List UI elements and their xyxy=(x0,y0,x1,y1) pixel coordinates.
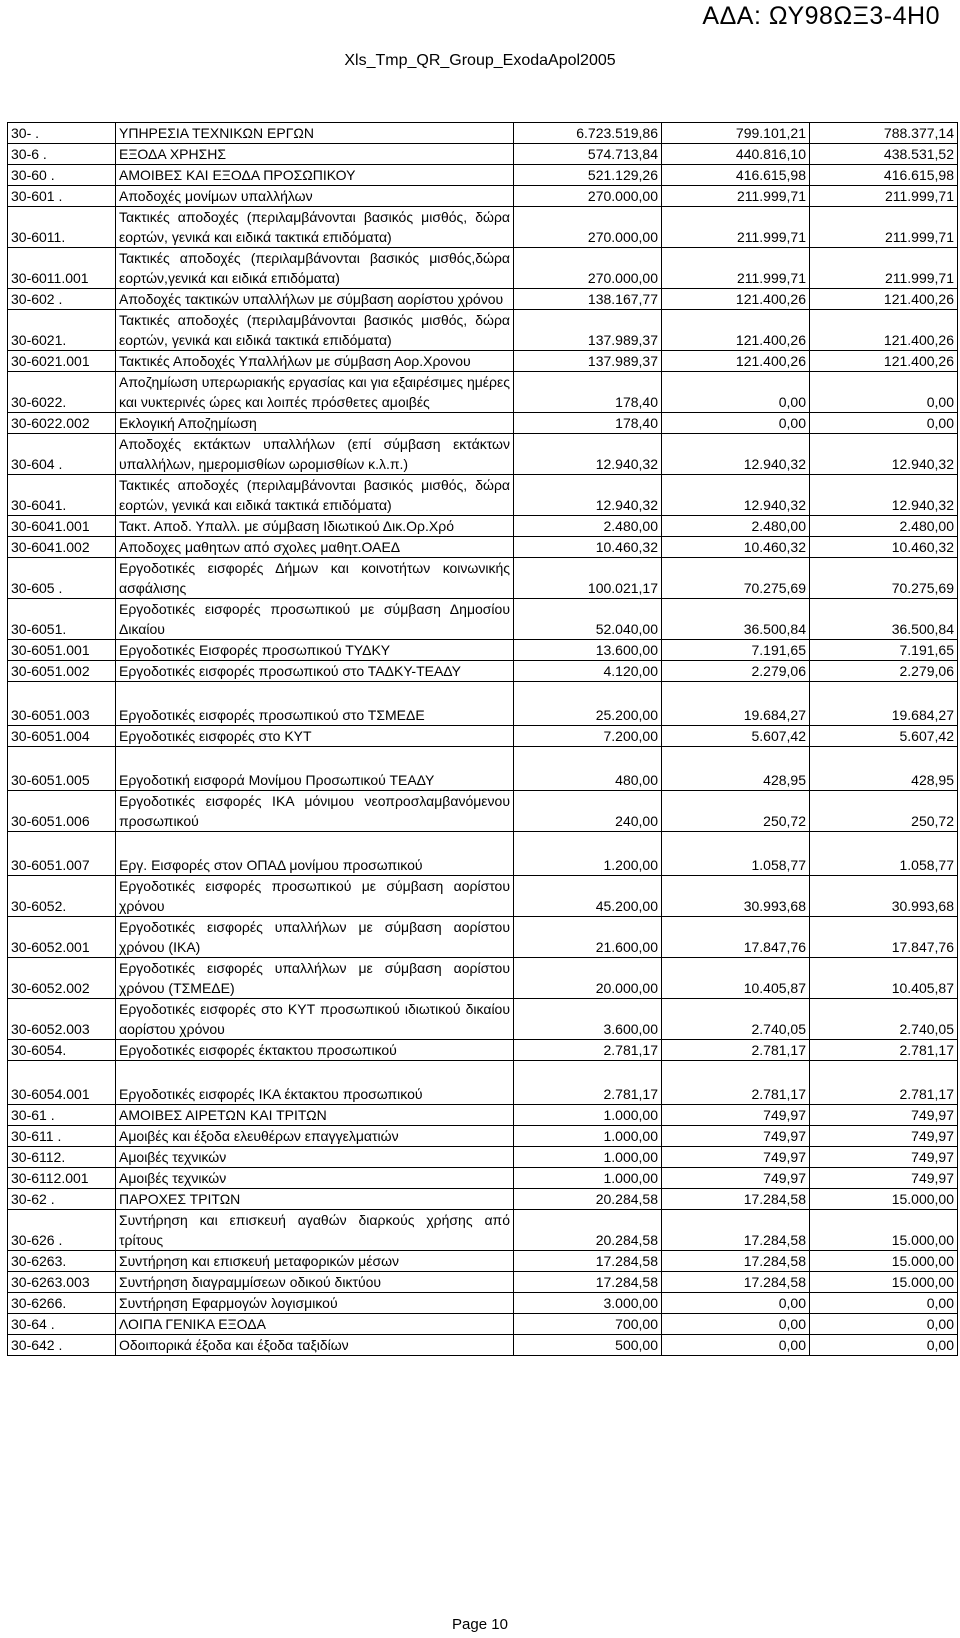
table-row xyxy=(8,372,958,413)
table-row xyxy=(8,144,958,165)
amount-3-cell: 749,97 xyxy=(810,1105,958,1126)
account-code-cell: 30-6011.001 xyxy=(8,248,116,289)
table-row xyxy=(8,1105,958,1126)
amount-2-cell: 121.400,26 xyxy=(662,289,810,310)
amount-3-cell: 250,72 xyxy=(810,791,958,832)
description-cell: Αμοιβές και έξοδα ελευθέρων επαγγελματιών xyxy=(116,1126,514,1147)
amount-2-cell: 749,97 xyxy=(662,1126,810,1147)
account-code-cell: 30-6022.002 xyxy=(8,413,116,434)
amount-3-cell: 5.607,42 xyxy=(810,726,958,747)
table-row xyxy=(8,1293,958,1314)
table-row xyxy=(8,310,958,351)
table-row xyxy=(8,351,958,372)
account-code-cell: 30-601 . xyxy=(8,186,116,207)
account-code-cell: 30-6054.001 xyxy=(8,1061,116,1105)
account-code-cell: 30- . xyxy=(8,123,116,144)
description-cell: Εργοδοτικές εισφορές ΙΚΑ έκτακτου προσωπικού xyxy=(116,1061,514,1105)
account-code-cell: 30-604 . xyxy=(8,434,116,475)
amount-1-cell: 480,00 xyxy=(514,747,662,791)
amount-2-cell: 0,00 xyxy=(662,1293,810,1314)
amount-2-cell: 17.284,58 xyxy=(662,1210,810,1251)
account-code-cell: 30-6054. xyxy=(8,1040,116,1061)
account-code-cell: 30-6266. xyxy=(8,1293,116,1314)
account-code-cell: 30-6051.006 xyxy=(8,791,116,832)
amount-2-cell: 36.500,84 xyxy=(662,599,810,640)
amount-1-cell: 12.940,32 xyxy=(514,434,662,475)
description-cell: Εργοδοτικές εισφορές Δήμων και κοινοτήτων κοινωνικής ασφάλισης xyxy=(116,558,514,599)
amount-3-cell: 12.940,32 xyxy=(810,475,958,516)
description-cell: Αμοιβές τεχνικών xyxy=(116,1147,514,1168)
amount-1-cell: 52.040,00 xyxy=(514,599,662,640)
account-code-cell: 30-6011. xyxy=(8,207,116,248)
amount-3-cell: 10.460,32 xyxy=(810,537,958,558)
amount-1-cell: 1.200,00 xyxy=(514,832,662,876)
account-code-cell: 30-6051. xyxy=(8,599,116,640)
amount-3-cell: 0,00 xyxy=(810,372,958,413)
amount-1-cell: 45.200,00 xyxy=(514,876,662,917)
amount-1-cell: 1.000,00 xyxy=(514,1147,662,1168)
amount-3-cell: 2.781,17 xyxy=(810,1061,958,1105)
description-cell: Εργοδοτική εισφορά Μονίμου Προσωπικού ΤΕΑΔΥ xyxy=(116,747,514,791)
amount-3-cell: 15.000,00 xyxy=(810,1272,958,1293)
account-code-cell: 30-642 . xyxy=(8,1335,116,1356)
table-row xyxy=(8,537,958,558)
amount-1-cell: 700,00 xyxy=(514,1314,662,1335)
amount-3-cell: 2.740,05 xyxy=(810,999,958,1040)
amount-1-cell: 100.021,17 xyxy=(514,558,662,599)
amount-2-cell: 749,97 xyxy=(662,1147,810,1168)
amount-3-cell: 15.000,00 xyxy=(810,1189,958,1210)
amount-3-cell: 438.531,52 xyxy=(810,144,958,165)
description-cell: Εργοδοτικές εισφορές προσωπικού στο ΤΑΔΚΥ-ΤΕΑΔΥ xyxy=(116,661,514,682)
amount-1-cell: 20.284,58 xyxy=(514,1189,662,1210)
table-row xyxy=(8,289,958,310)
amount-3-cell: 121.400,26 xyxy=(810,351,958,372)
description-cell: Αποδοχές τακτικών υπαλλήλων με σύμβαση αορίστου χρόνου xyxy=(116,289,514,310)
amount-2-cell: 211.999,71 xyxy=(662,248,810,289)
amount-1-cell: 137.989,37 xyxy=(514,310,662,351)
amount-2-cell: 10.460,32 xyxy=(662,537,810,558)
description-cell: Εργοδοτικές εισφορές προσωπικού με σύμβαση αορίστου χρόνου xyxy=(116,876,514,917)
amount-3-cell: 2.279,06 xyxy=(810,661,958,682)
amount-2-cell: 2.480,00 xyxy=(662,516,810,537)
amount-3-cell: 17.847,76 xyxy=(810,917,958,958)
account-code-cell: 30-6052. xyxy=(8,876,116,917)
amount-3-cell: 211.999,71 xyxy=(810,186,958,207)
amount-3-cell: 211.999,71 xyxy=(810,248,958,289)
description-cell: Εκλογική Αποζημίωση xyxy=(116,413,514,434)
amount-2-cell: 2.781,17 xyxy=(662,1040,810,1061)
description-cell: Αποδοχές εκτάκτων υπαλλήλων (επί σύμβαση εκτάκτων υπαλλήλων, ημερομισθίων ωρομισθίων κ.λ.π.) xyxy=(116,434,514,475)
account-code-cell: 30-62 . xyxy=(8,1189,116,1210)
description-cell: Τακτ. Αποδ. Υπαλλ. με σύμβαση Ιδιωτικού Δικ.Ορ.Χρό xyxy=(116,516,514,537)
amount-3-cell: 70.275,69 xyxy=(810,558,958,599)
description-cell: Εργοδοτικές εισφορές προσωπικού στο ΤΣΜΕΔΕ xyxy=(116,682,514,726)
table-row xyxy=(8,640,958,661)
amount-3-cell: 0,00 xyxy=(810,1293,958,1314)
expense-table xyxy=(7,122,958,1356)
account-code-cell: 30-6021. xyxy=(8,310,116,351)
amount-2-cell: 440.816,10 xyxy=(662,144,810,165)
description-cell: Εργοδοτικές εισφορές στο ΚΥΤ xyxy=(116,726,514,747)
amount-2-cell: 10.405,87 xyxy=(662,958,810,999)
amount-2-cell: 17.284,58 xyxy=(662,1251,810,1272)
account-code-cell: 30-6051.004 xyxy=(8,726,116,747)
table-row xyxy=(8,1040,958,1061)
amount-1-cell: 178,40 xyxy=(514,372,662,413)
description-cell: Συντήρηση διαγραμμίσεων οδικού δικτύου xyxy=(116,1272,514,1293)
amount-2-cell: 2.781,17 xyxy=(662,1061,810,1105)
amount-1-cell: 10.460,32 xyxy=(514,537,662,558)
description-cell: Τακτικές αποδοχές (περιλαμβάνονται βασικός μισθός,δώρα εορτών,γενικά και ειδικά επιδόματα) xyxy=(116,248,514,289)
amount-2-cell: 749,97 xyxy=(662,1168,810,1189)
amount-1-cell: 270.000,00 xyxy=(514,207,662,248)
amount-3-cell: 15.000,00 xyxy=(810,1251,958,1272)
table-row xyxy=(8,248,958,289)
description-cell: Αποδοχές μονίμων υπαλλήλων xyxy=(116,186,514,207)
amount-3-cell: 7.191,65 xyxy=(810,640,958,661)
amount-1-cell: 17.284,58 xyxy=(514,1272,662,1293)
table-row xyxy=(8,791,958,832)
amount-2-cell: 416.615,98 xyxy=(662,165,810,186)
account-code-cell: 30-6051.003 xyxy=(8,682,116,726)
account-code-cell: 30-605 . xyxy=(8,558,116,599)
amount-2-cell: 2.279,06 xyxy=(662,661,810,682)
description-cell: Τακτικές Αποδοχές Υπαλλήλων με σύμβαση Αορ.Χρονου xyxy=(116,351,514,372)
amount-3-cell: 2.480,00 xyxy=(810,516,958,537)
amount-3-cell: 15.000,00 xyxy=(810,1210,958,1251)
amount-2-cell: 17.847,76 xyxy=(662,917,810,958)
amount-3-cell: 749,97 xyxy=(810,1168,958,1189)
amount-2-cell: 19.684,27 xyxy=(662,682,810,726)
amount-1-cell: 3.000,00 xyxy=(514,1293,662,1314)
account-code-cell: 30-6263. xyxy=(8,1251,116,1272)
description-cell: Εργοδοτικές εισφορές υπαλλήλων με σύμβαση αορίστου χρόνου (ΙΚΑ) xyxy=(116,917,514,958)
amount-1-cell: 2.480,00 xyxy=(514,516,662,537)
table-row xyxy=(8,413,958,434)
account-code-cell: 30-6051.007 xyxy=(8,832,116,876)
amount-1-cell: 4.120,00 xyxy=(514,661,662,682)
description-cell: Εργοδοτικές εισφορές προσωπικού με σύμβαση Δημοσίου Δικαίου xyxy=(116,599,514,640)
amount-1-cell: 138.167,77 xyxy=(514,289,662,310)
table-row xyxy=(8,1189,958,1210)
amount-1-cell: 1.000,00 xyxy=(514,1105,662,1126)
amount-2-cell: 211.999,71 xyxy=(662,207,810,248)
table-row xyxy=(8,1126,958,1147)
account-code-cell: 30-6051.002 xyxy=(8,661,116,682)
table-row xyxy=(8,917,958,958)
amount-3-cell: 749,97 xyxy=(810,1147,958,1168)
ada-code: ΑΔΑ: ΩΥ98ΩΞ3-4Η0 xyxy=(702,2,940,30)
amount-2-cell: 121.400,26 xyxy=(662,310,810,351)
table-row xyxy=(8,1168,958,1189)
amount-2-cell: 749,97 xyxy=(662,1105,810,1126)
table-row xyxy=(8,1272,958,1293)
description-cell: Τακτικές αποδοχές (περιλαμβάνονται βασικός μισθός, δώρα εορτών, γενικά και ειδικά τακτικά επιδόματα) xyxy=(116,310,514,351)
amount-3-cell: 10.405,87 xyxy=(810,958,958,999)
account-code-cell: 30-6041.001 xyxy=(8,516,116,537)
table-row xyxy=(8,186,958,207)
account-code-cell: 30-6112.001 xyxy=(8,1168,116,1189)
amount-3-cell: 1.058,77 xyxy=(810,832,958,876)
amount-1-cell: 240,00 xyxy=(514,791,662,832)
account-code-cell: 30-6112. xyxy=(8,1147,116,1168)
table-row xyxy=(8,558,958,599)
description-cell: Εργοδοτικές Εισφορές προσωπικού ΤΥΔΚΥ xyxy=(116,640,514,661)
description-cell: Εργοδοτικές εισφορές στο ΚΥΤ προσωπικού ιδιωτικού δικαίου αορίστου χρόνου xyxy=(116,999,514,1040)
account-code-cell: 30-6022. xyxy=(8,372,116,413)
description-cell: Αμοιβές τεχνικών xyxy=(116,1168,514,1189)
account-code-cell: 30-6041.002 xyxy=(8,537,116,558)
amount-2-cell: 1.058,77 xyxy=(662,832,810,876)
description-cell: Συντήρηση και επισκευή μεταφορικών μέσων xyxy=(116,1251,514,1272)
account-code-cell: 30-6052.001 xyxy=(8,917,116,958)
amount-1-cell: 25.200,00 xyxy=(514,682,662,726)
amount-3-cell: 0,00 xyxy=(810,413,958,434)
amount-1-cell: 21.600,00 xyxy=(514,917,662,958)
account-code-cell: 30-6051.001 xyxy=(8,640,116,661)
account-code-cell: 30-64 . xyxy=(8,1314,116,1335)
table-row xyxy=(8,661,958,682)
amount-2-cell: 799.101,21 xyxy=(662,123,810,144)
amount-1-cell: 137.989,37 xyxy=(514,351,662,372)
amount-3-cell: 416.615,98 xyxy=(810,165,958,186)
table-row xyxy=(8,832,958,876)
description-cell: ΑΜΟΙΒΕΣ ΑΙΡΕΤΩΝ ΚΑΙ ΤΡΙΤΩΝ xyxy=(116,1105,514,1126)
amount-2-cell: 0,00 xyxy=(662,372,810,413)
description-cell: Εργοδοτικές εισφορές ΙΚΑ μόνιμου νεοπροσλαμβανόμενου προσωπικού xyxy=(116,791,514,832)
account-code-cell: 30-6 . xyxy=(8,144,116,165)
amount-2-cell: 0,00 xyxy=(662,413,810,434)
table-row xyxy=(8,123,958,144)
description-cell: Συντήρηση και επισκευή αγαθών διαρκούς χρήσης από τρίτους xyxy=(116,1210,514,1251)
table-row xyxy=(8,1335,958,1356)
amount-1-cell: 20.284,58 xyxy=(514,1210,662,1251)
account-code-cell: 30-6021.001 xyxy=(8,351,116,372)
account-code-cell: 30-626 . xyxy=(8,1210,116,1251)
amount-2-cell: 250,72 xyxy=(662,791,810,832)
table-row xyxy=(8,726,958,747)
amount-3-cell: 0,00 xyxy=(810,1335,958,1356)
amount-2-cell: 17.284,58 xyxy=(662,1189,810,1210)
amount-1-cell: 500,00 xyxy=(514,1335,662,1356)
amount-2-cell: 30.993,68 xyxy=(662,876,810,917)
amount-2-cell: 211.999,71 xyxy=(662,186,810,207)
amount-3-cell: 749,97 xyxy=(810,1126,958,1147)
account-code-cell: 30-6041. xyxy=(8,475,116,516)
amount-1-cell: 12.940,32 xyxy=(514,475,662,516)
account-code-cell: 30-6263.003 xyxy=(8,1272,116,1293)
report-title: Xls_Tmp_QR_Group_ExodaApol2005 xyxy=(344,52,616,69)
amount-2-cell: 70.275,69 xyxy=(662,558,810,599)
account-code-cell: 30-602 . xyxy=(8,289,116,310)
amount-1-cell: 17.284,58 xyxy=(514,1251,662,1272)
page-number: Page 10 xyxy=(452,1616,508,1633)
amount-1-cell: 7.200,00 xyxy=(514,726,662,747)
account-code-cell: 30-611 . xyxy=(8,1126,116,1147)
description-cell: Τακτικές αποδοχές (περιλαμβάνονται βασικός μισθός, δώρα εορτών, γενικά και ειδικά τακτικά επιδόματα) xyxy=(116,475,514,516)
description-cell: Οδοιπορικά έξοδα και έξοδα ταξιδίων xyxy=(116,1335,514,1356)
amount-1-cell: 574.713,84 xyxy=(514,144,662,165)
amount-1-cell: 1.000,00 xyxy=(514,1168,662,1189)
table-row xyxy=(8,599,958,640)
table-row xyxy=(8,165,958,186)
account-code-cell: 30-6052.002 xyxy=(8,958,116,999)
description-cell: Εργ. Εισφορές στον ΟΠΑΔ μονίμου προσωπικού xyxy=(116,832,514,876)
description-cell: ΥΠΗΡΕΣΙΑ ΤΕΧΝΙΚΩΝ ΕΡΓΩΝ xyxy=(116,123,514,144)
amount-2-cell: 121.400,26 xyxy=(662,351,810,372)
amount-2-cell: 0,00 xyxy=(662,1314,810,1335)
description-cell: Συντήρηση Εφαρμογών λογισμικού xyxy=(116,1293,514,1314)
table-row xyxy=(8,999,958,1040)
table-row xyxy=(8,1314,958,1335)
description-cell: Εργοδοτικές εισφορές έκτακτου προσωπικού xyxy=(116,1040,514,1061)
amount-3-cell: 2.781,17 xyxy=(810,1040,958,1061)
amount-1-cell: 270.000,00 xyxy=(514,186,662,207)
account-code-cell: 30-6051.005 xyxy=(8,747,116,791)
amount-2-cell: 12.940,32 xyxy=(662,475,810,516)
amount-3-cell: 211.999,71 xyxy=(810,207,958,248)
amount-2-cell: 5.607,42 xyxy=(662,726,810,747)
description-cell: Αποδοχες μαθητων από σχολες μαθητ.ΟΑΕΔ xyxy=(116,537,514,558)
table-row xyxy=(8,475,958,516)
amount-1-cell: 2.781,17 xyxy=(514,1061,662,1105)
amount-2-cell: 0,00 xyxy=(662,1335,810,1356)
amount-1-cell: 3.600,00 xyxy=(514,999,662,1040)
table-row xyxy=(8,207,958,248)
table-row xyxy=(8,747,958,791)
amount-3-cell: 30.993,68 xyxy=(810,876,958,917)
amount-1-cell: 270.000,00 xyxy=(514,248,662,289)
description-cell: ΛΟΙΠΑ ΓΕΝΙΚΑ ΕΞΟΔΑ xyxy=(116,1314,514,1335)
amount-2-cell: 17.284,58 xyxy=(662,1272,810,1293)
description-cell: ΠΑΡΟΧΕΣ ΤΡΙΤΩΝ xyxy=(116,1189,514,1210)
table-row xyxy=(8,682,958,726)
amount-2-cell: 2.740,05 xyxy=(662,999,810,1040)
amount-2-cell: 7.191,65 xyxy=(662,640,810,661)
amount-2-cell: 12.940,32 xyxy=(662,434,810,475)
amount-2-cell: 428,95 xyxy=(662,747,810,791)
amount-3-cell: 428,95 xyxy=(810,747,958,791)
amount-3-cell: 788.377,14 xyxy=(810,123,958,144)
table-row xyxy=(8,1251,958,1272)
amount-3-cell: 19.684,27 xyxy=(810,682,958,726)
amount-1-cell: 178,40 xyxy=(514,413,662,434)
amount-1-cell: 6.723.519,86 xyxy=(514,123,662,144)
description-cell: Εργοδοτικές εισφορές υπαλλήλων με σύμβαση αορίστου χρόνου (ΤΣΜΕΔΕ) xyxy=(116,958,514,999)
account-code-cell: 30-60 . xyxy=(8,165,116,186)
amount-3-cell: 121.400,26 xyxy=(810,289,958,310)
description-cell: ΑΜΟΙΒΕΣ ΚΑΙ ΕΞΟΔΑ ΠΡΟΣΩΠΙΚΟΥ xyxy=(116,165,514,186)
description-cell: ΕΞΟΔΑ ΧΡΗΣΗΣ xyxy=(116,144,514,165)
table-row xyxy=(8,958,958,999)
table-row xyxy=(8,1147,958,1168)
description-cell: Αποζημίωση υπερωριακής εργασίας και για εξαιρέσιμες ημέρες και νυκτερινές ώρες και λοιπές πρόσθετες αμοιβές xyxy=(116,372,514,413)
amount-3-cell: 12.940,32 xyxy=(810,434,958,475)
amount-3-cell: 0,00 xyxy=(810,1314,958,1335)
amount-1-cell: 2.781,17 xyxy=(514,1040,662,1061)
amount-1-cell: 20.000,00 xyxy=(514,958,662,999)
table-row xyxy=(8,1210,958,1251)
amount-3-cell: 36.500,84 xyxy=(810,599,958,640)
amount-1-cell: 521.129,26 xyxy=(514,165,662,186)
account-code-cell: 30-6052.003 xyxy=(8,999,116,1040)
description-cell: Τακτικές αποδοχές (περιλαμβάνονται βασικός μισθός, δώρα εορτών, γενικά και ειδικά τακτικά επιδόματα) xyxy=(116,207,514,248)
amount-1-cell: 13.600,00 xyxy=(514,640,662,661)
amount-1-cell: 1.000,00 xyxy=(514,1126,662,1147)
table-row xyxy=(8,876,958,917)
amount-3-cell: 121.400,26 xyxy=(810,310,958,351)
table-row xyxy=(8,516,958,537)
table-row xyxy=(8,1061,958,1105)
account-code-cell: 30-61 . xyxy=(8,1105,116,1126)
table-row xyxy=(8,434,958,475)
